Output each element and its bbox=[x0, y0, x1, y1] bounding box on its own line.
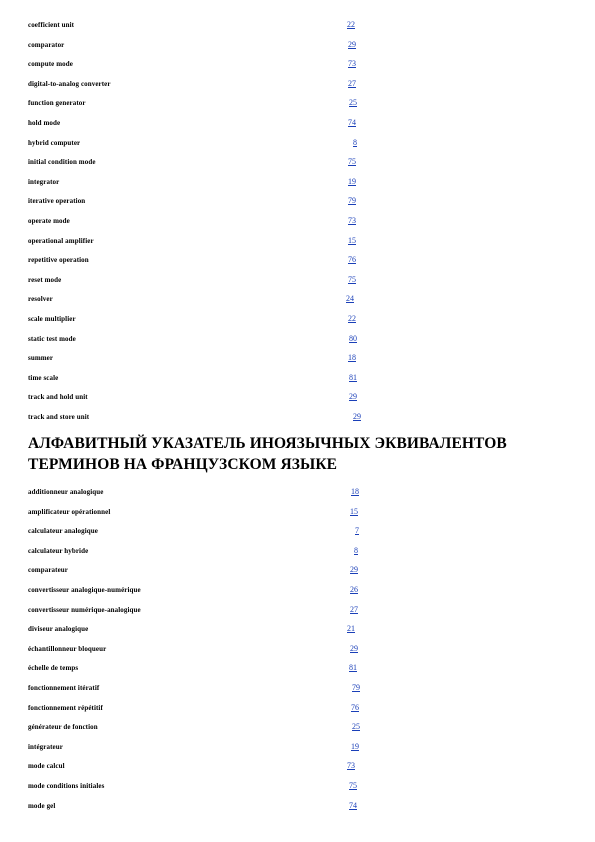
page-number-link[interactable]: 80 bbox=[349, 333, 357, 343]
index-entry bbox=[28, 216, 368, 236]
index-term: hybrid computer bbox=[28, 138, 81, 147]
index-entry bbox=[28, 742, 368, 762]
english-term-index bbox=[28, 20, 368, 431]
index-term: operate mode bbox=[28, 216, 70, 225]
page-number-link[interactable]: 25 bbox=[352, 722, 360, 732]
index-entry bbox=[28, 624, 368, 644]
heading-line-1: АЛФАВИТНЫЙ УКАЗАТЕЛЬ ИНОЯЗЫЧНЫХ ЭКВИВАЛЕНТОВ bbox=[28, 435, 507, 452]
index-entry bbox=[28, 703, 368, 723]
page-number-link[interactable]: 18 bbox=[351, 487, 359, 496]
page-number-link[interactable]: 29 bbox=[353, 411, 361, 421]
index-term: échelle de temps bbox=[28, 664, 79, 673]
index-entry bbox=[28, 487, 368, 507]
index-entry bbox=[28, 585, 368, 605]
index-term: fonctionnement itératif bbox=[28, 683, 100, 692]
index-entry bbox=[28, 20, 368, 40]
page-number-link[interactable]: 22 bbox=[348, 313, 356, 323]
index-term: static test mode bbox=[28, 334, 76, 343]
page-number-link[interactable]: 73 bbox=[348, 215, 356, 225]
page-number-link[interactable]: 15 bbox=[350, 506, 358, 516]
index-entry bbox=[28, 334, 368, 354]
index-entry bbox=[28, 196, 368, 216]
index-term: resolver bbox=[28, 295, 53, 304]
index-term: mode gel bbox=[28, 801, 56, 810]
index-term: time scale bbox=[28, 373, 59, 382]
index-term: comparateur bbox=[28, 566, 68, 575]
index-entry bbox=[28, 605, 368, 625]
page-number-link[interactable]: 15 bbox=[348, 235, 356, 245]
page-number-link[interactable]: 25 bbox=[349, 98, 357, 108]
index-term: operational amplifier bbox=[28, 236, 94, 245]
page-number-link[interactable]: 7 bbox=[355, 526, 359, 536]
page-number-link[interactable]: 79 bbox=[348, 196, 356, 206]
index-entry bbox=[28, 761, 368, 781]
page-number-link[interactable]: 26 bbox=[350, 584, 358, 594]
index-term: fonctionnement répétitif bbox=[28, 703, 103, 712]
index-entry bbox=[28, 353, 368, 373]
index-entry bbox=[28, 294, 368, 314]
index-term: digital-to-analog converter bbox=[28, 79, 111, 88]
index-term: mode conditions initiales bbox=[28, 781, 105, 790]
index-entry bbox=[28, 565, 368, 585]
page-number-link[interactable]: 22 bbox=[347, 20, 355, 29]
index-term: repetitive operation bbox=[28, 256, 89, 265]
page-number-link[interactable]: 18 bbox=[348, 353, 356, 363]
section-heading bbox=[28, 433, 573, 475]
index-term: iterative operation bbox=[28, 197, 86, 206]
page-number-link[interactable]: 73 bbox=[348, 59, 356, 69]
page-number-link[interactable]: 29 bbox=[348, 39, 356, 49]
index-term: reset mode bbox=[28, 275, 62, 284]
index-term: scale multiplier bbox=[28, 314, 76, 323]
index-entry bbox=[28, 59, 368, 79]
index-entry bbox=[28, 526, 368, 546]
page-number-link[interactable]: 75 bbox=[348, 157, 356, 167]
page-number-link[interactable]: 27 bbox=[348, 78, 356, 88]
index-term: diviseur analogique bbox=[28, 625, 89, 634]
index-entry bbox=[28, 412, 368, 432]
page-number-link[interactable]: 75 bbox=[349, 780, 357, 790]
index-term: mode calcul bbox=[28, 762, 65, 771]
index-term: amplificateur opérationnel bbox=[28, 507, 111, 516]
page-number-link[interactable]: 21 bbox=[347, 624, 355, 634]
index-term: integrator bbox=[28, 177, 60, 186]
index-term: summer bbox=[28, 354, 54, 363]
heading-line-2: ТЕРМИНОВ НА ФРАНЦУЗСКОМ ЯЗЫКЕ bbox=[28, 456, 338, 473]
index-term: calculateur analogique bbox=[28, 527, 98, 536]
page-number-link[interactable]: 76 bbox=[348, 255, 356, 265]
index-entry bbox=[28, 314, 368, 334]
index-entry bbox=[28, 507, 368, 527]
index-entry bbox=[28, 177, 368, 197]
index-entry bbox=[28, 722, 368, 742]
page-number-link[interactable]: 29 bbox=[350, 565, 358, 575]
page-number-link[interactable]: 75 bbox=[348, 274, 356, 284]
index-entry bbox=[28, 663, 368, 683]
index-entry bbox=[28, 79, 368, 99]
index-entry bbox=[28, 644, 368, 664]
page-number-link[interactable]: 79 bbox=[352, 682, 360, 692]
page-number-link[interactable]: 29 bbox=[350, 643, 358, 653]
index-entry bbox=[28, 236, 368, 256]
page-number-link[interactable]: 19 bbox=[351, 741, 359, 751]
index-entry bbox=[28, 275, 368, 295]
index-entry bbox=[28, 801, 368, 821]
index-term: intégrateur bbox=[28, 742, 63, 751]
index-term: track and hold unit bbox=[28, 393, 88, 402]
page-number-link[interactable]: 74 bbox=[349, 800, 357, 810]
french-term-index bbox=[28, 487, 368, 820]
page-number-link[interactable]: 19 bbox=[348, 176, 356, 186]
index-entry bbox=[28, 255, 368, 275]
index-term: track and store unit bbox=[28, 412, 90, 421]
index-entry bbox=[28, 546, 368, 566]
page-number-link[interactable]: 8 bbox=[354, 545, 358, 555]
index-term: hold mode bbox=[28, 118, 61, 127]
index-entry bbox=[28, 98, 368, 118]
page-number-link[interactable]: 76 bbox=[351, 702, 359, 712]
page-number-link[interactable]: 73 bbox=[347, 761, 355, 771]
page-number-link[interactable]: 27 bbox=[350, 604, 358, 614]
index-term: convertisseur numérique-analogique bbox=[28, 605, 141, 614]
page-number-link[interactable]: 81 bbox=[349, 372, 357, 382]
index-term: function generator bbox=[28, 99, 86, 108]
index-term: échantillonneur bloqueur bbox=[28, 644, 107, 653]
index-term: générateur de fonction bbox=[28, 723, 98, 732]
index-entry bbox=[28, 157, 368, 177]
page-number-link[interactable]: 8 bbox=[353, 137, 357, 147]
index-term: additionneur analogique bbox=[28, 488, 104, 496]
page-number-link[interactable]: 29 bbox=[349, 392, 357, 402]
index-term: calculateur hybride bbox=[28, 546, 89, 555]
page-number-link[interactable]: 24 bbox=[346, 294, 354, 304]
index-entry bbox=[28, 683, 368, 703]
index-term: comparator bbox=[28, 40, 65, 49]
page-number-link[interactable]: 81 bbox=[349, 663, 357, 673]
index-term: coefficient unit bbox=[28, 21, 75, 29]
index-entry bbox=[28, 40, 368, 60]
index-entry bbox=[28, 118, 368, 138]
index-term: initial condition mode bbox=[28, 158, 96, 167]
index-term: compute mode bbox=[28, 60, 73, 69]
index-entry bbox=[28, 373, 368, 393]
index-entry bbox=[28, 138, 368, 158]
index-entry bbox=[28, 392, 368, 412]
index-term: convertisseur analogique-numérique bbox=[28, 585, 141, 594]
page-number-link[interactable]: 74 bbox=[348, 117, 356, 127]
index-entry bbox=[28, 781, 368, 801]
